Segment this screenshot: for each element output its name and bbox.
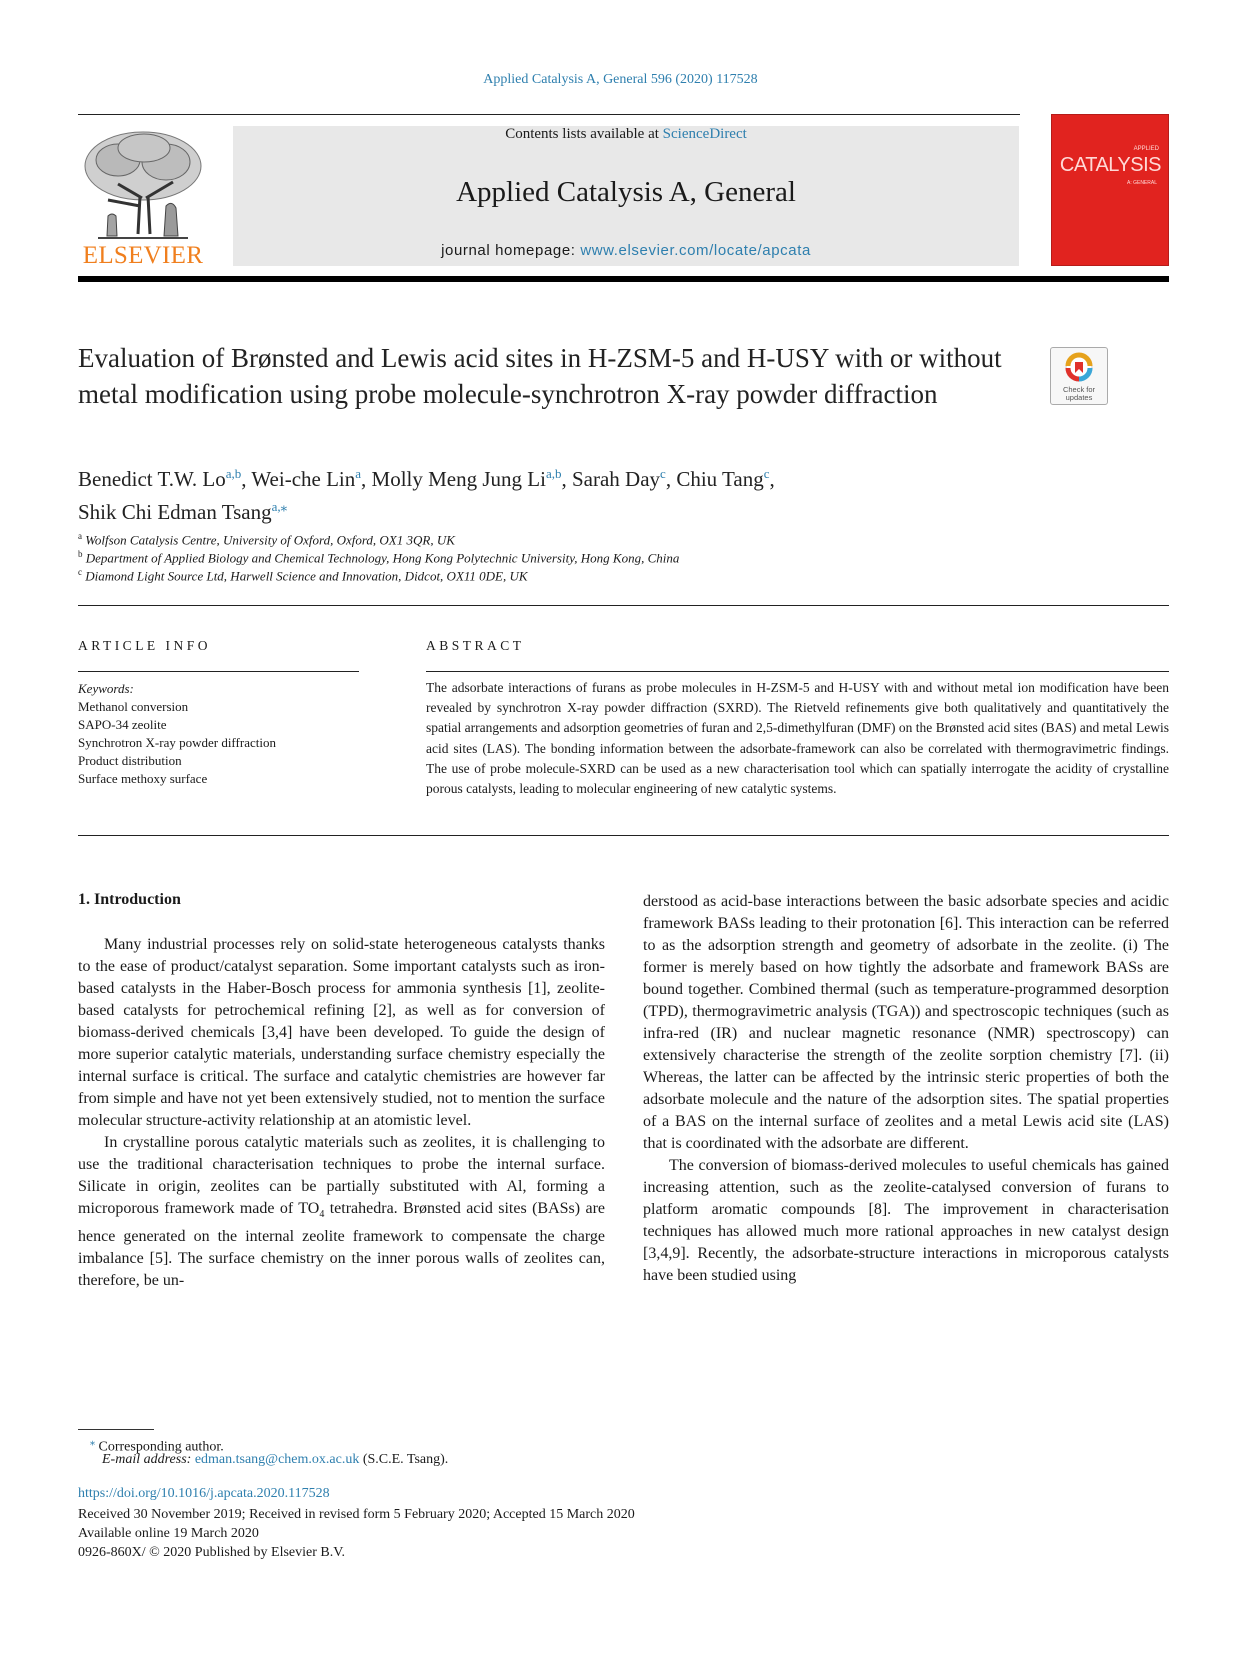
author-list: Benedict T.W. Lo$^{a,b}$, Wei-che Lin$^a$, Molly Meng Jung Li$^{a,b}$, Sarah Day$^c$, Chiu Tang$^c$, Shik Chi Edman Tsang$^{a,⁎}$ [78, 466, 775, 524]
keyword-item: Surface methoxy surface [78, 771, 208, 786]
divider [78, 835, 1169, 836]
cover-catalysis-text: CATALYSIS [1059, 154, 1161, 176]
paragraph: Many industrial processes rely on solid-state heterogeneous catalysts thanks to the ease of product/catalyst separation. Some important catalysts such as iron-based catalysts in the Haber-Bosch process for ammonia synthesis [1], zeolite-based catalysts for petrochemical refining [2], as well as for conversion of biomass-derived chemicals [3,4] have been developed. To guide the design of more superior catalytic materials, understanding surface chemistry especially the internal surface is critical. The surface and catalytic chemistries are however far from simple and have not yet been extensively studied, not to mention the surface molecular structure-activity relationship at an atomistic level. [78, 936, 605, 1129]
doi-link[interactable]: https://doi.org/10.1016/j.apcata.2020.117528 [78, 1486, 330, 1501]
divider [426, 671, 1169, 672]
journal-banner [233, 126, 1019, 266]
corresponding-author-note: ⁎ Corresponding author. [90, 1437, 224, 1455]
header-thick-rule [78, 276, 1169, 282]
svg-text:Check for: Check for [1062, 385, 1096, 394]
svg-text:updates: updates [1065, 393, 1093, 402]
affiliation-c: $^c$ Diamond Light Source Ltd, Harwell Science and Innovation, Didcot, OX11 0DE, UK [78, 567, 528, 584]
abstract-text: The adsorbate interactions of furans as probe molecules in H-ZSM-5 and H-USY with and without metal ion modification have been revealed by synchrotron X-ray powder diffraction (SXRD). The Rietveld refinements give both qualitatively and quantitatively the spatial arrangements and adsorption geometries of furan and 2,5-dimethylfuran (DMF) on the Brønsted acid sites (BAS) and metal Lewis acid sites (LAS). The bonding information between the adsorbate-framework can also be correlated with thermogravimetric findings. The use of probe molecule-SXRD can be used as a new characterisation tool which can spatially interrogate the acidity of crystalline porous catalysts, leading to molecular engineering of new catalytic systems. [426, 680, 1169, 797]
keyword-item: SAPO-34 zeolite [78, 717, 167, 732]
article-history: Received 30 November 2019; Received in revised form 5 February 2020; Accepted 15 March 2020 Available online 19 March 2020 0926-860X/ © 2020 Published by Elsevier B.V. [78, 1507, 635, 1560]
cover-applied-text: APPLIED [1133, 146, 1159, 152]
keyword-item: Methanol conversion [78, 699, 189, 714]
divider [78, 671, 359, 672]
divider [78, 605, 1169, 606]
elsevier-wordmark: ELSEVIER [82, 242, 204, 269]
body-column-left [78, 934, 605, 1292]
body-column-right [643, 891, 1169, 1287]
author-0[interactable]: Benedict T.W. Lo$^{a,b}$ [78, 466, 242, 491]
cover-subtitle-text: A: GENERAL [1126, 180, 1157, 186]
affiliation-a: $^a$ Wolfson Catalysis Centre, University of Oxford, Oxford, OX1 3QR, UK [78, 531, 455, 548]
keywords-label: Keywords: [78, 681, 134, 696]
sciencedirect-link[interactable]: ScienceDirect [662, 126, 747, 142]
paragraph: In crystalline porous catalytic materials such as zeolites, it is challenging to use the traditional characterisation techniques to probe the internal surface. Silicate in origin, zeolites can be partially substituted with Al, forming a microporous framework made of $TO_4$ tetrahedra. Brønsted acid sites (BASs) are hence generated on the internal zeolite framework to compensate the charge imbalance [5]. The surface chemistry on the inner porous walls of zeolites can, therefore, be un- [78, 1134, 605, 1290]
article-title: Evaluation of Brønsted and Lewis acid sites in H-ZSM-5 and H-USY with or without metal modification using probe molecule-synchrotron X-ray powder diffraction [78, 343, 1002, 409]
section-heading-introduction: 1. Introduction [78, 891, 181, 908]
footnote-rule [78, 1429, 154, 1430]
affiliation-b: $^b$ Department of Applied Biology and Chemical Technology, Hong Kong Polytechnic University, Hong Kong, China [78, 549, 680, 566]
author-3[interactable]: Sarah Day$^c$ [571, 466, 666, 491]
article-info-heading: ARTICLE INFO [78, 638, 212, 653]
contents-prefix: Contents lists available at [505, 126, 663, 142]
paragraph: The conversion of biomass-derived molecules to useful chemicals has gained increasing attention, such as the zeolite-catalysed conversion of furans to platform aromatic compounds [8]. The improvement in characterisation techniques has allowed much more rational approaches in new catalyst design [3,4,9]. Recently, the adsorbate-structure interactions in microporous catalysts have been studied using [643, 1157, 1169, 1284]
crossmark-icon [1051, 348, 1107, 404]
homepage-prefix: journal homepage: [441, 242, 581, 259]
journal-cover-thumbnail[interactable] [1051, 114, 1169, 266]
homepage-link[interactable]: www.elsevier.com/locate/apcata [580, 242, 811, 259]
abstract-heading: ABSTRACT [426, 638, 525, 653]
contents-line [233, 126, 1019, 143]
asterisk-icon: ⁎ [90, 1437, 95, 1448]
keyword-item: Synchrotron X-ray powder diffraction [78, 735, 276, 750]
author-4[interactable]: Chiu Tang$^c$ [676, 466, 770, 491]
top-rule [78, 114, 1020, 115]
homepage-line [233, 242, 1019, 259]
keyword-item: Product distribution [78, 753, 182, 768]
paragraph: derstood as acid-base interactions between the basic adsorbate species and acidic framework BASs leading to their protonation [6]. This interaction can be referred to as the adsorption strength and geometry of adsorbate in the zeolite. (i) The former is merely based on how tightly the adsorbate and framework BASs are bound together. Combined thermal (such as temperature-programmed desorption (TPD), thermogravimetric analysis (TGA)) and spectroscopic techniques (such as infra-red (IR) and nuclear magnetic resonance (NMR) spectroscopy) can extensively characterise the strength of the zeolite sorption chemistry [7]. (ii) Whereas, the latter can be affected by the intrinsic steric properties of both the adsorbate molecule and the nature of the adsorption sites. The spatial properties of a BAS on the internal surface of zeolites and a metal Lewis acid site (LAS) that is coordinated with the adsorbate are different. [643, 893, 1169, 1152]
email-line: E-mail address: edman.tsang@chem.ox.ac.uk (S.C.E. Tsang). [102, 1452, 449, 1467]
journal-name: Applied Catalysis A, General [456, 176, 796, 208]
journal-citation[interactable]: Applied Catalysis A, General 596 (2020) 117528 [483, 72, 758, 87]
author-1[interactable]: Wei-che Lin$^a$ [251, 466, 362, 491]
author-2[interactable]: Molly Meng Jung Li$^{a,b}$ [371, 466, 562, 491]
author-5[interactable]: Shik Chi Edman Tsang$^{a,⁎}$ [78, 499, 288, 524]
check-for-updates-badge[interactable] [1050, 347, 1108, 405]
keywords-list [78, 680, 368, 788]
email-link[interactable]: edman.tsang@chem.ox.ac.uk [194, 1452, 360, 1467]
